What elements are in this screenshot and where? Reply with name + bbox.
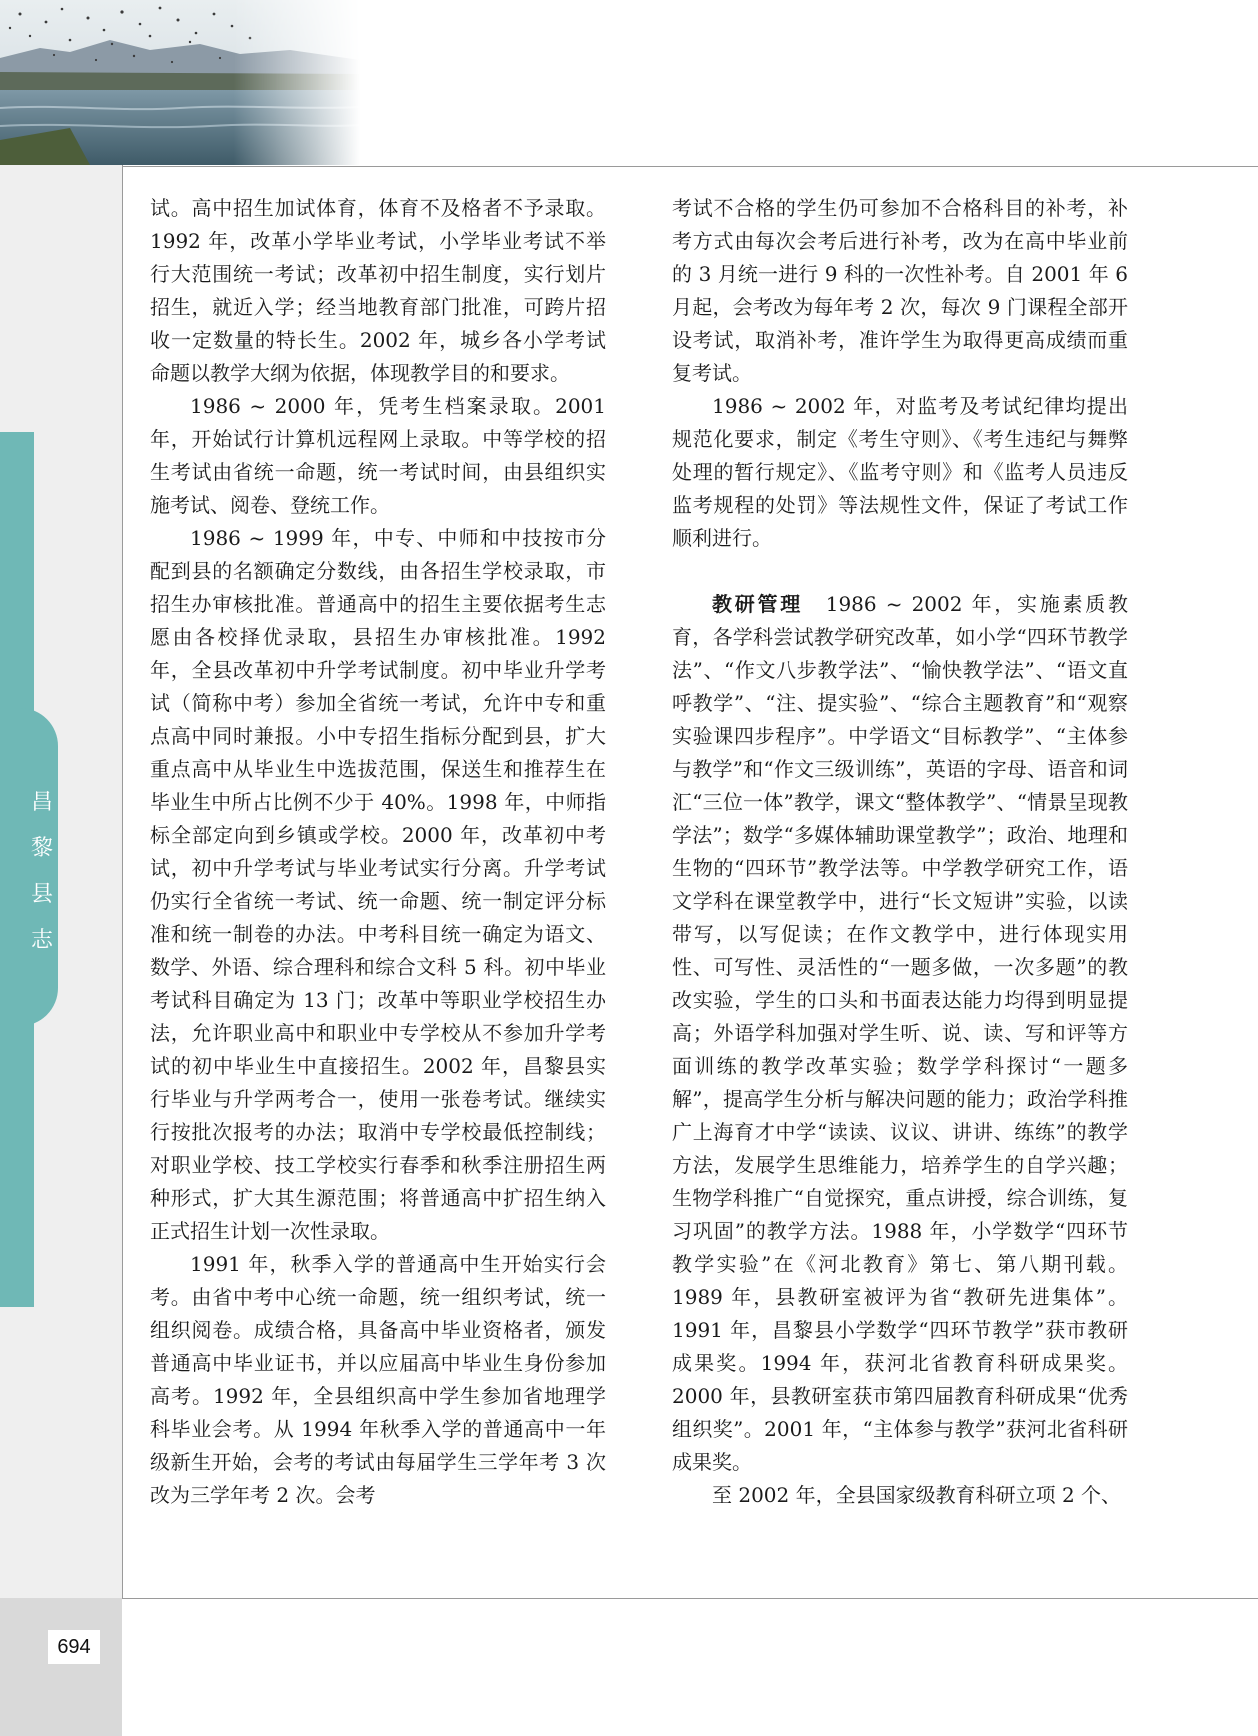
- footer-rule: [122, 1598, 1258, 1599]
- paragraph: 1991 年，秋季入学的普通高中生开始实行会考。由省中考中心统一命题，统一组织考试，统一组织阅卷。成绩合格，具备高中毕业资格者，颁发普通高中毕业证书，并以应届高中毕业生身份参加高考。1992 年，全县组织高中学生参加省地理学科毕业会考。从 1994 年秋季入学的普通高中一年级新生开始，会考的考试由每届学生三学年考 3 次改为三学年考 2 次。会考: [150, 1252, 606, 1507]
- book-side-title: [28, 780, 56, 964]
- paragraph: 1986 ~ 2002 年，对监考及考试纪律均提出规范化要求，制定《考生守则》、《考生违纪与舞弊处理的暂行规定》、《监考守则》和《监考人员违反监考规程的处罚》等法规性文件，保证了考试工作顺利进行。: [672, 394, 1128, 550]
- left-margin-footer-band: [0, 1598, 122, 1736]
- side-title-char: 志: [30, 928, 53, 953]
- header-rule: [122, 166, 1258, 167]
- left-column: [150, 192, 606, 1512]
- paragraph: 考试不合格的学生仍可参加不合格科目的补考，补考方式由每次会考后进行补考，改为在高中毕业前的 3 月统一进行 9 科的一次性补考。自 2001 年 6 月起，会考改为每年考 2 次，每次 9 门课程全部开设考试，取消补考，准许学生为取得更高成绩而重复考试。: [672, 196, 1128, 385]
- paragraph: 试。高中招生加试体育，体育不及格者不予录取。1992 年，改革小学毕业考试，小学毕业考试不举行大范围统一考试；改革初中招生制度，实行划片招生，就近入学；经当地教育部门批准，可跨片招收一定数量的特长生。2002 年，城乡各小学考试命题以教学大纲为依据，体现教学目的和要求。: [150, 196, 606, 385]
- side-title-char: 昌: [30, 790, 53, 815]
- page-number: 694: [48, 1630, 100, 1664]
- header-landscape-photo: [0, 0, 360, 165]
- side-title-char: 县: [30, 882, 53, 907]
- paragraph: 1986 ~ 2000 年，凭考生档案录取。2001 年，开始试行计算机远程网上录取。中等学校的招生考试由省统一命题，统一考试时间，由县组织实施考试、阅卷、登统工作。: [150, 394, 606, 517]
- paragraph: 至 2002 年，全县国家级教育科研立项 2 个、: [712, 1483, 1122, 1507]
- margin-rule: [122, 165, 123, 1599]
- right-column: [672, 192, 1128, 1512]
- section-text: 1986 ~ 2002 年，实施素质教育，各学科尝试教学研究改革，如小学“四环节教学法”、“作文八步教学法”、“愉快教学法”、“语文直呼教学”、“注、提实验”、“综合主题教育”和“观察实验课四步程序”。中学语文“目标教学”、“主体参与教学”和“作文三级训练”，英语的字母、语音和词汇“三位一体”教学，课文“整体教学”、“情景呈现教学法”；数学“多媒体辅助课堂教学”；政治、地理和生物的“四环节”教学法等。中学教学研究工作，语文学科在课堂教学中，进行“长文短讲”实验，以读带写，以写促读；在作文教学中，进行体现实用性、可写性、灵活性的“一题多做，一次多题”的教改实验，学生的口头和书面表达能力均得到明显提高；外语学科加强对学生听、说、读、写和评等方面训练的教学改革实验；数学学科探讨“一题多解”，提高学生分析与解决问题的能力；政治学科推广上海育才中学“读读、议议、讲讲、练练”的教学方法，发展学生思维能力，培养学生的自学兴趣；生物学科推广“自觉探究，重点讲授，综合训练，复习巩固”的教学方法。1988 年，小学数学“四环节教学实验”在《河北教育》第七、第八期刊载。1989 年，县教研室被评为省“教研先进集体”。1991 年，昌黎县小学数学“四环节教学”获市教研成果奖。1994 年，获河北省教育科研成果奖。2000 年，县教研室获市第四届教育科研成果“优秀组织奖”。2001 年，“主体参与教学”获河北省科研成果奖。: [672, 592, 1129, 1474]
- section-paragraph: [672, 588, 1128, 1479]
- section-spacer: [672, 555, 1128, 588]
- side-title-char: 黎: [30, 836, 53, 861]
- section-heading: 教研管理: [712, 592, 803, 616]
- paragraph: 1986 ~ 1999 年，中专、中师和中技按市分配到县的名额确定分数线，由各招生学校录取，市招生办审核批准。普通高中的招生主要依据考生志愿由各校择优录取，县招生办审核批准。1992 年，全县改革初中升学考试制度。初中毕业升学考试（简称中考）参加全省统一考试，允许中专和重点高中同时兼报。小中专招生指标分配到县，扩大重点高中从毕业生中选拔范围，保送生和推荐生在毕业生中所占比例不少于 40%。1998 年，中师指标全部定向到乡镇或学校。2000 年，改革初中考试，初中升学考试与毕业考试实行分离。升学考试仍实行全省统一考试、统一命题、统一制定评分标准和统一制卷的办法。中考科目统一确定为语文、数学、外语、综合理科和综合文科 5 科。初中毕业考试科目确定为 13 门；改革中等职业学校招生办法，允许职业高中和职业中专学校从不参加升学考试的初中毕业生中直接招生。2002 年，昌黎县实行毕业与升学两考合一，使用一张卷考试。继续实行按批次报考的办法；取消中专学校最低控制线；对职业学校、技工学校实行春季和秋季注册招生两种形式，扩大其生源范围；将普通高中扩招生纳入正式招生计划一次性录取。: [150, 526, 606, 1243]
